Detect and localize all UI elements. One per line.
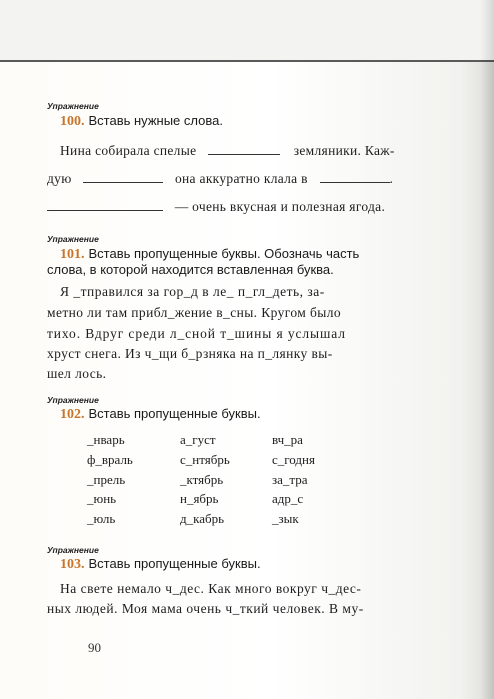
word-item: _нварь (87, 432, 125, 447)
page-top-margin (0, 0, 494, 60)
page-top-border (0, 60, 494, 62)
word-item: _прель (87, 472, 126, 487)
exercise-103-line-2: ных людей. Моя мама очень ч_ткий человек. В му- (47, 601, 364, 616)
exercise-102-title: Вставь пропущенные буквы. (88, 406, 261, 421)
exercise-100-text: . (389, 171, 394, 186)
exercise-103-heading (60, 556, 261, 573)
exercise-100-title: Вставь нужные слова. (88, 113, 223, 128)
exercise-101-line-2: метно ли там прибл_жение в_сны. Кругом было (47, 305, 341, 320)
exercise-101-title-2: слова, в которой находится вставленная буква. (47, 262, 334, 277)
exercise-100-number: 100. (60, 114, 85, 129)
exercise-100-text: земляники. Каж- (293, 143, 395, 158)
word-item: за_тра (272, 472, 308, 487)
exercise-101-line-4: хруст снега. Из ч_щи б_рзняка на п_лянку вы- (47, 346, 333, 361)
word-item: адр_с (272, 491, 304, 506)
exercise-100-text: она аккуратно клала в (174, 171, 308, 186)
exercise-100-line-2 (47, 171, 393, 187)
exercise-101-number: 101. (60, 247, 85, 262)
exercise-100-heading (60, 113, 223, 130)
exercise-101-line-3: тихо. Вдруг среди л_сной т_шины я услышал (47, 326, 346, 341)
word-item: с_нтябрь (180, 452, 230, 467)
exercise-101-heading (60, 246, 359, 263)
exercise-100-text: дую (47, 171, 72, 186)
exercise-102-label: Упражнение (47, 395, 99, 405)
exercise-102-number: 102. (60, 407, 85, 422)
word-item: с_годня (272, 452, 315, 467)
word-item: д_кабрь (180, 511, 225, 526)
exercise-101-line-1: Я _тправился за гор_д в ле_ п_гл_деть, за- (60, 284, 325, 299)
exercise-100-line-3 (47, 199, 385, 215)
answer-blank[interactable] (208, 144, 280, 155)
answer-blank[interactable] (320, 172, 390, 183)
exercise-103-line-1: На свете немало ч_дес. Как много вокруг ч_дес- (60, 581, 362, 596)
word-item: _юль (87, 511, 116, 526)
exercise-103-title: Вставь пропущенные буквы. (88, 556, 261, 571)
page-binding-shadow (480, 0, 494, 699)
word-item: _зык (272, 511, 299, 526)
exercise-101-title-1: Вставь пропущенные буквы. Обозначь часть (88, 246, 360, 261)
exercise-100-text: Нина собирала спелые (60, 143, 197, 158)
exercise-103-number: 103. (60, 557, 85, 572)
word-item: а_густ (180, 432, 216, 447)
word-item: вч_ра (272, 432, 303, 447)
answer-blank[interactable] (47, 200, 163, 211)
page-number: 90 (88, 640, 101, 655)
exercise-100-label: Упражнение (47, 101, 99, 111)
word-item: _юнь (87, 491, 117, 506)
exercise-103-label: Упражнение (47, 545, 99, 555)
exercise-101-line-5: шел лось. (47, 366, 107, 381)
exercise-100-line-1 (60, 143, 395, 159)
word-item: ф_враль (87, 452, 133, 467)
word-item: н_ябрь (180, 491, 219, 506)
word-item: _ктябрь (180, 472, 224, 487)
answer-blank[interactable] (83, 172, 163, 183)
exercise-102-heading (60, 406, 261, 423)
exercise-101-label: Упражнение (47, 234, 99, 244)
exercise-100-text: — очень вкусная и полезная ягода. (174, 199, 386, 214)
